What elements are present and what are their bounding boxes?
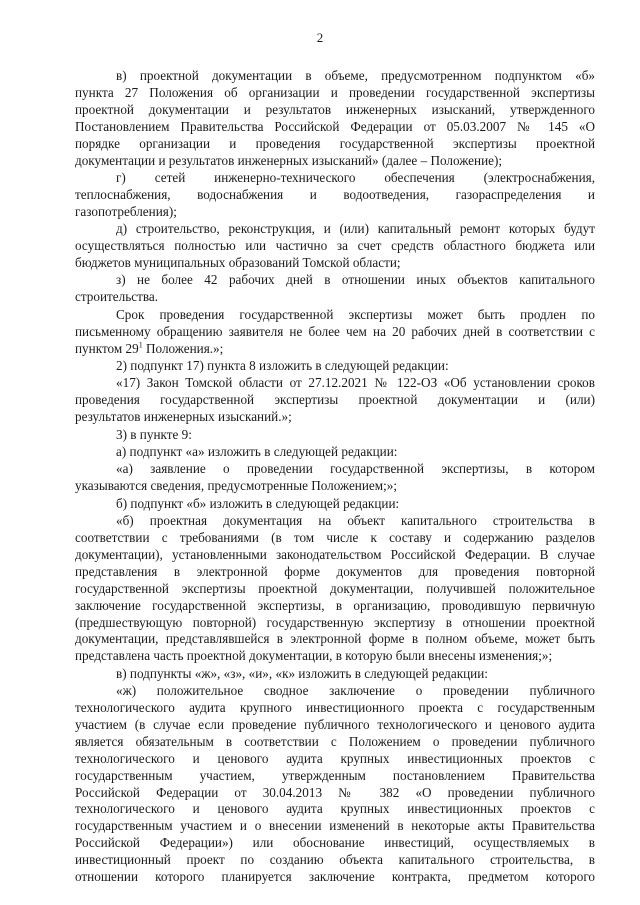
paragraph (75, 272, 595, 306)
text-line: порядке организации и проведения государственной экспертизы проектной (75, 135, 595, 151)
paragraph (75, 683, 595, 886)
text-line: документации), установленными законодательством Российской Федерации. В случае (75, 546, 595, 562)
text-line: бюджетов муниципальных образований Томской области; (75, 254, 401, 270)
text-line: пунктом $29^1$ Положения.»; (75, 340, 224, 356)
text-line: Постановлением Правительства Российской Федерации от 05.03.2007 № 145 «О (75, 118, 595, 134)
paragraph (75, 68, 595, 169)
text-line: государственным участием и о внесении изменений в некоторые акты Правительства (75, 818, 595, 834)
paragraph (75, 666, 595, 683)
text-line: (предшествующую повторной) государственную экспертизу в отношении проектной (75, 614, 595, 630)
paragraph (75, 513, 595, 665)
text-line: Российской Федерации») или обоснование инвестиций, осуществляемых в (75, 835, 595, 851)
paragraph (75, 358, 595, 375)
text-line: г) сетей инженерно-технического обеспечения (электроснабжения, (116, 169, 595, 185)
text-line: 3) в пункте 9: (116, 426, 192, 442)
text-line: в) проектной документации в объеме, предусмотренном подпунктом «б» (116, 68, 595, 83)
text-line: Российской Федерации от 30.04.2013 № 382 «О проведении публичного (75, 784, 595, 800)
text-line: в) подпункты «ж», «з», «и», «к» изложить в следующей редакции: (116, 665, 488, 681)
text-line: «ж) положительное сводное заключение о проведении публичного (116, 683, 595, 699)
text-line: представления в электронной форме документов для проведения повторной (75, 563, 595, 579)
text-line: инвестиционный проект по созданию объекта капитального строительства, в (75, 852, 595, 868)
text-line: строительства. (75, 289, 159, 305)
text-line: пункта 27 Положения об организации и проведении государственной экспертизы (75, 84, 595, 100)
text-line: 2) подпункт 17) пункта 8 изложить в следующей редакции: (116, 357, 449, 373)
text-line: б) подпункт «б» изложить в следующей редакции: (116, 495, 400, 511)
text-line: соответствии с требованиями (в том числе к составу и содержанию разделов (75, 529, 595, 545)
text-line: технологического и ценового аудита крупных инвестиционных проектов с (75, 801, 595, 817)
text-line: Срок проведения государственной экспертизы может быть продлен по (116, 306, 595, 322)
paragraph (75, 375, 595, 426)
text-line: государственной экспертизы проектной документации, получившей положительное (75, 580, 595, 596)
text-line: участием (в случае если проведение публичного технологического и ценового аудита (75, 716, 595, 732)
text-line: осуществляться полностью или частично за счет средств областного бюджета или (75, 238, 595, 254)
text-line: документации и результатов инженерных изысканий» (далее – Положение); (75, 152, 503, 168)
text-line: теплоснабжения, водоснабжения и водоотведения, газораспределения и (75, 186, 595, 202)
text-line: проведения государственной экспертизы проектной документации и (или) (75, 392, 595, 408)
paragraph (75, 307, 595, 358)
text-line: «а) заявление о проведении государственной экспертизы, в котором (116, 461, 595, 477)
document-body (75, 68, 595, 887)
paragraph (75, 427, 595, 444)
text-line: письменному обращению заявителя не более чем на 20 рабочих дней в соответствии с (75, 323, 595, 339)
text-line: отношении которого планируется заключение контракта, предметом которого (75, 869, 595, 885)
text-line: «17) Закон Томской области от 27.12.2021 № 122-ОЗ «Об установлении сроков (116, 375, 595, 391)
text-line: заключение государственной экспертизы, в организацию, проводившую первичную (75, 597, 595, 613)
text-line: государственным участием, утвержденным постановлением Правительства (75, 767, 595, 783)
text-line: «б) проектная документация на объект капитального строительства в (116, 513, 595, 529)
superscript: 1 (138, 340, 143, 350)
paragraph (75, 444, 595, 461)
text-line: з) не более 42 рабочих дней в отношении иных объектов капитального (116, 272, 595, 288)
paragraph (75, 496, 595, 513)
paragraph (75, 461, 595, 495)
text-line: технологического и ценового аудита крупных инвестиционных проектов с (75, 750, 595, 766)
text-line: проектной документации и результатов инженерных изысканий, утвержденного (75, 101, 595, 117)
page-number: 2 (316, 30, 324, 45)
text-line: представлена часть проектной документации, в которую были внесены изменения;»; (75, 648, 553, 664)
text-line: д) строительство, реконструкция, и (или) капитальный ремонт которых будут (116, 221, 595, 237)
paragraph (75, 170, 595, 221)
paragraph (75, 221, 595, 272)
text-line: указываются сведения, предусмотренные Положением;»; (75, 478, 398, 494)
text-line: технологического аудита крупного инвестиционного проекта с государственным (75, 700, 595, 716)
text-line: является обязательным в соответствии с Положением о проведении публичного (75, 733, 595, 749)
text-line: документации, представлявшейся в электронной форме в полном объеме, может быть (75, 631, 595, 647)
text-line: результатов инженерных изысканий.»; (75, 409, 292, 425)
text-line: газопотребления); (75, 203, 177, 219)
text-line: а) подпункт «а» изложить в следующей редакции: (116, 443, 398, 459)
